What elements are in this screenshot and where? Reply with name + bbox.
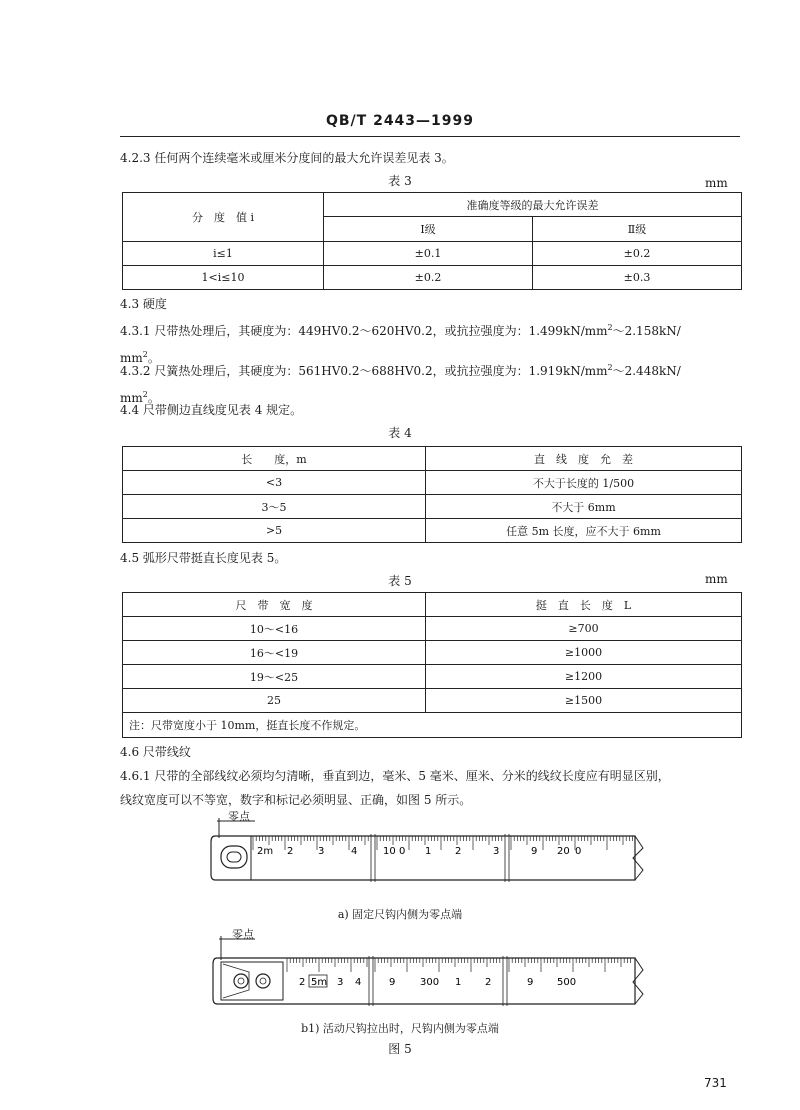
- page-number: 731: [704, 1076, 727, 1090]
- table-row: [123, 641, 742, 665]
- tape-ruler-b: [205, 936, 665, 1016]
- table5-cell-w: 25: [123, 689, 426, 713]
- ruler-b-label: 500: [557, 977, 577, 988]
- ruler-a-label: 0: [399, 846, 406, 857]
- table4-cell-len: 3～5: [123, 495, 426, 519]
- table3: [122, 192, 742, 290]
- tape-ruler-a: [205, 818, 665, 888]
- table5-cell-w: 16～<19: [123, 641, 426, 665]
- ruler-b-label: 2: [485, 977, 492, 988]
- s432-text3: mm: [120, 391, 143, 405]
- table3-cell-g2: ±0.2: [533, 242, 742, 266]
- table4-cell-tol: 任意 5m 长度，应不大于 6mm: [426, 519, 742, 543]
- table3-header-division: 分 度 值 i: [123, 193, 324, 242]
- standard-code: QB/T 2443—1999: [325, 113, 475, 129]
- table5-cell-l: ≥1500: [426, 689, 742, 713]
- section-4-4: 4.4 尺带侧边直线度见表 4 规定。: [120, 403, 303, 417]
- table-row: [123, 266, 742, 290]
- ruler-b-label: 9: [389, 977, 396, 988]
- table3-header-grade1: Ⅰ级: [324, 217, 533, 242]
- table3-cell-g1: ±0.2: [324, 266, 533, 290]
- table3-cell-g1: ±0.1: [324, 242, 533, 266]
- table5-cell-w: 10～<16: [123, 617, 426, 641]
- ruler-a-label: 9: [531, 846, 538, 857]
- table3-unit: mm: [705, 176, 728, 190]
- ruler-b-label: 9: [527, 977, 534, 988]
- table3-cell-range: i≤1: [123, 242, 324, 266]
- table3-cell-range: 1<i≤10: [123, 266, 324, 290]
- ruler-a-label: 10: [383, 846, 396, 857]
- table5-unit: mm: [705, 572, 728, 586]
- section-4-6-1: [120, 764, 742, 812]
- table-row: [123, 519, 742, 543]
- ruler-a-label: 2m: [257, 846, 274, 857]
- ruler-b-label: 1: [455, 977, 462, 988]
- table4-caption: 表 4: [388, 426, 412, 440]
- table-row: [123, 617, 742, 641]
- s432-text1: 4.3.2 尺簧热处理后，其硬度为：561HV0.2～688HV0.2，或抗拉强度为：1.919kN/mm: [120, 364, 608, 378]
- table5-cell-l: ≥1000: [426, 641, 742, 665]
- table3-header-grade2: Ⅱ级: [533, 217, 742, 242]
- table4: [122, 446, 742, 543]
- s461-line2: 线纹宽度可以不等宽，数字和标记必须明显、正确，如图 5 所示。: [120, 793, 472, 807]
- table4-header-length: 长 度，m: [123, 447, 426, 471]
- section-4-6: 4.6 尺带线纹: [120, 745, 191, 759]
- s432-sup1: 2: [607, 363, 613, 372]
- ruler-b-label: 3: [337, 977, 344, 988]
- ruler-a-label: 2: [455, 846, 462, 857]
- table5-header-width: 尺 带 宽 度: [123, 593, 426, 617]
- s432-text4: 。: [147, 391, 160, 405]
- ruler-a-label: 2: [287, 846, 294, 857]
- ruler-b-label: 4: [355, 977, 362, 988]
- table3-header-group: 准确度等级的最大允许误差: [324, 193, 742, 217]
- s431-sup1: 2: [607, 323, 613, 332]
- ruler-b-label: 300: [420, 977, 440, 988]
- s431-sup2: 2: [142, 350, 148, 359]
- ruler-a-label: 3: [493, 846, 500, 857]
- ruler-b-label: 5m: [311, 977, 328, 988]
- table-row: [123, 471, 742, 495]
- table4-cell-len: <3: [123, 471, 426, 495]
- table5-cell-l: ≥1200: [426, 665, 742, 689]
- section-4-2-3: 4.2.3 任何两个连续毫米或厘米分度间的最大允许误差见表 3。: [120, 151, 454, 165]
- section-4-3: 4.3 硬度: [120, 297, 167, 311]
- table3-caption: 表 3: [388, 174, 412, 188]
- ruler-a-label: 20: [557, 846, 570, 857]
- figure5a-caption: a) 固定尺钩内侧为零点端: [337, 908, 463, 921]
- figure5-title: 图 5: [388, 1042, 412, 1056]
- s431-text3: mm: [120, 351, 143, 365]
- table-row: [123, 665, 742, 689]
- ruler-a-label: 4: [351, 846, 358, 857]
- table4-cell-tol: 不大于长度的 1/500: [426, 471, 742, 495]
- zero-point-label-a: 零点: [228, 810, 250, 823]
- table5-note: 注：尺带宽度小于 10mm，挺直长度不作规定。: [123, 713, 742, 738]
- s431-text2: ～2.158kN/: [612, 324, 681, 338]
- table3-cell-g2: ±0.3: [533, 266, 742, 290]
- table5-cell-l: ≥700: [426, 617, 742, 641]
- table5: [122, 592, 742, 738]
- ruler-a-label: 3: [318, 846, 325, 857]
- table-row: [123, 495, 742, 519]
- ruler-a-label: 1: [425, 846, 432, 857]
- table-row: [123, 242, 742, 266]
- header-rule: [120, 136, 740, 137]
- s431-text4: 。: [147, 351, 160, 365]
- table5-cell-w: 19～<25: [123, 665, 426, 689]
- ruler-a-label: 0: [575, 846, 582, 857]
- ruler-b-label: 2: [299, 977, 306, 988]
- table-row: [123, 689, 742, 713]
- s432-sup2: 2: [142, 390, 148, 399]
- s431-text1: 4.3.1 尺带热处理后，其硬度为：449HV0.2～620HV0.2，或抗拉强度为：1.499kN/mm: [120, 324, 608, 338]
- zero-point-label-b: 零点: [232, 928, 254, 941]
- section-4-5: 4.5 弧形尺带挺直长度见表 5。: [120, 551, 287, 565]
- s432-text2: ～2.448kN/: [612, 364, 681, 378]
- table5-caption: 表 5: [388, 574, 412, 588]
- s461-line1: 4.6.1 尺带的全部线纹必须均匀清晰，垂直到边，毫米、5 毫米、厘米、分米的线纹长度应有明显区别，: [120, 769, 670, 783]
- table4-cell-len: >5: [123, 519, 426, 543]
- table4-header-tolerance: 直 线 度 允 差: [426, 447, 742, 471]
- figure5b-caption: b1) 活动尺钩拉出时，尺钩内侧为零点端: [301, 1022, 499, 1035]
- table4-cell-tol: 不大于 6mm: [426, 495, 742, 519]
- table5-header-length: 挺 直 长 度 L: [426, 593, 742, 617]
